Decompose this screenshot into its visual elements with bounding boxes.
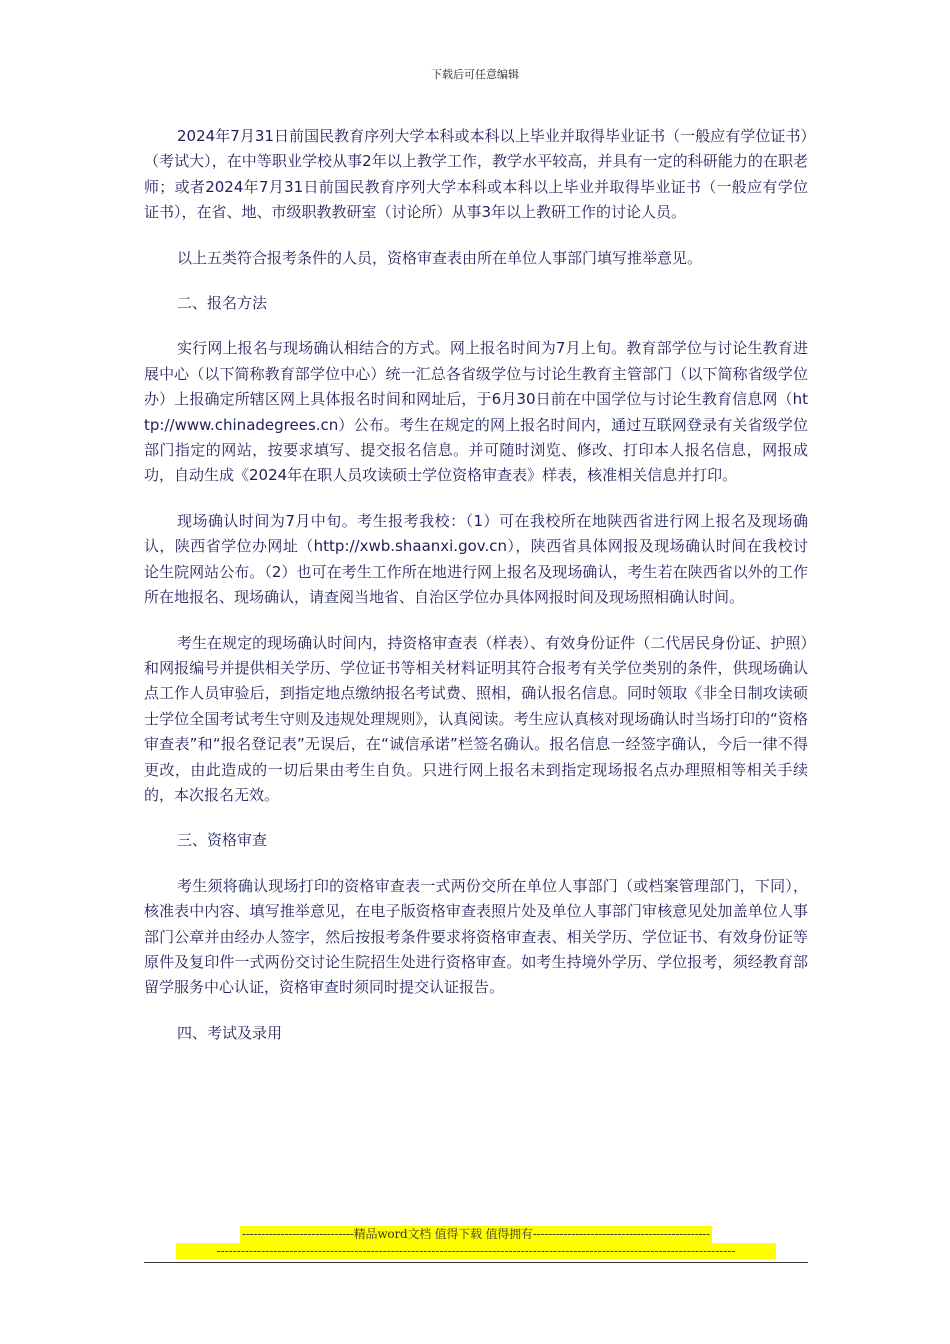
footer-banner xyxy=(144,1226,808,1259)
section-heading-exam-admission: 四、考试及录用 xyxy=(177,1023,283,1042)
page-header-note: 下载后可任意编辑 xyxy=(431,68,519,81)
paragraph-online-registration: 实行网上报名与现场确认相结合的方式。网上报名时间为7月上旬。教育部学位与讨论生教育进展中心（以下简称教育部学位中心）统一汇总各省级学位与讨论生教育主管部门（以下简称省级学位办）上报确定所辖区网上具体报名时间和网址后，于6月30日前在中国学位与讨论生教育信息网（http://www.chinadegrees.cn）公布。考生在规定的网上报名时间内，通过互联网登录有关省级学位部门指定的网站，按要求填写、提交报名信息。并可随时浏览、修改、打印本人报名信息，网报成功，自动生成《2024年在职人员攻读硕士学位资格审查表》样表，核准相关信息并打印。 xyxy=(144,339,808,485)
document-body xyxy=(144,124,808,1066)
footer-divider xyxy=(144,1262,808,1263)
paragraph-qualification-review: 考生须将确认现场打印的资格审查表一式两份交所在单位人事部门（或档案管理部门，下同），核准表中内容、填写推举意见，在电子版资格审查表照片处及单位人事部门审核意见处加盖单位人事部门公章并由经办人签字，然后按报考条件要求将资格审查表、相关学历、学位证书、有效身份证等原件及复印件一式两份交讨论生院招生处进行资格审查。如考生持境外学历、学位报考，须经教育部留学服务中心认证，资格审查时须同时提交认证报告。 xyxy=(144,876,808,997)
section-heading-registration: 二、报名方法 xyxy=(177,294,268,313)
footer-banner-dashes: -------------------------------------------------------------------------------------------------------------------------------- xyxy=(176,1243,776,1259)
paragraph-confirmation-procedure: 考生在规定的现场确认时间内，持资格审查表（样表）、有效身份证件（二代居民身份证、护照）和网报编号并提供相关学历、学位证书等相关材料证明其符合报考有关学位类别的条件，供现场确认点工作人员审验后，到指定地点缴纳报名考试费、照相，确认报名信息。同时领取《非全日制攻读硕士学位全国考试考生守则及违规处理规则》，认真阅读。考生应认真核对现场确认时当场打印的“资格审查表”和“报名登记表”无误后，在“诚信承诺”栏签名确认。报名信息一经签字确认，今后一律不得更改，由此造成的一切后果由考生自负。只进行网上报名未到指定现场报名点办理照相等相关手续的，本次报名无效。 xyxy=(144,633,808,804)
footer-banner-text: -----------------------------精品word文档 值得下载 值得拥有---------------------------------------------- xyxy=(241,1227,711,1241)
section-heading-qualification-review: 三、资格审查 xyxy=(177,831,268,850)
paragraph-eligibility: 2024年7月31日前国民教育序列大学本科或本科以上毕业并取得毕业证书（一般应有学位证书）（考试大），在中等职业学校从事2年以上教学工作，教学水平较高，并具有一定的科研能力的在职老师；或者2024年7月31日前国民教育序列大学本科或本科以上毕业并取得毕业证书（一般应有学位证书），在省、地、市级职教教研室（讨论所）从事3年以上教研工作的讨论人员。 xyxy=(144,127,808,222)
paragraph-onsite-confirmation: 现场确认时间为7月中旬。考生报考我校：（1）可在我校所在地陕西省进行网上报名及现场确认，陕西省学位办网址（http://xwb.shaanxi.gov.cn），陕西省具体网报及现场确认时间在我校讨论生院网站公布。（2）也可在考生工作所在地进行网上报名及现场确认，考生若在陕西省以外的工作所在地报名、现场确认，请查阅当地省、自治区学位办具体网报时间及现场照相确认时间。 xyxy=(144,511,808,607)
paragraph-recommendation: 以上五类符合报考条件的人员，资格审查表由所在单位人事部门填写推举意见。 xyxy=(177,248,703,267)
